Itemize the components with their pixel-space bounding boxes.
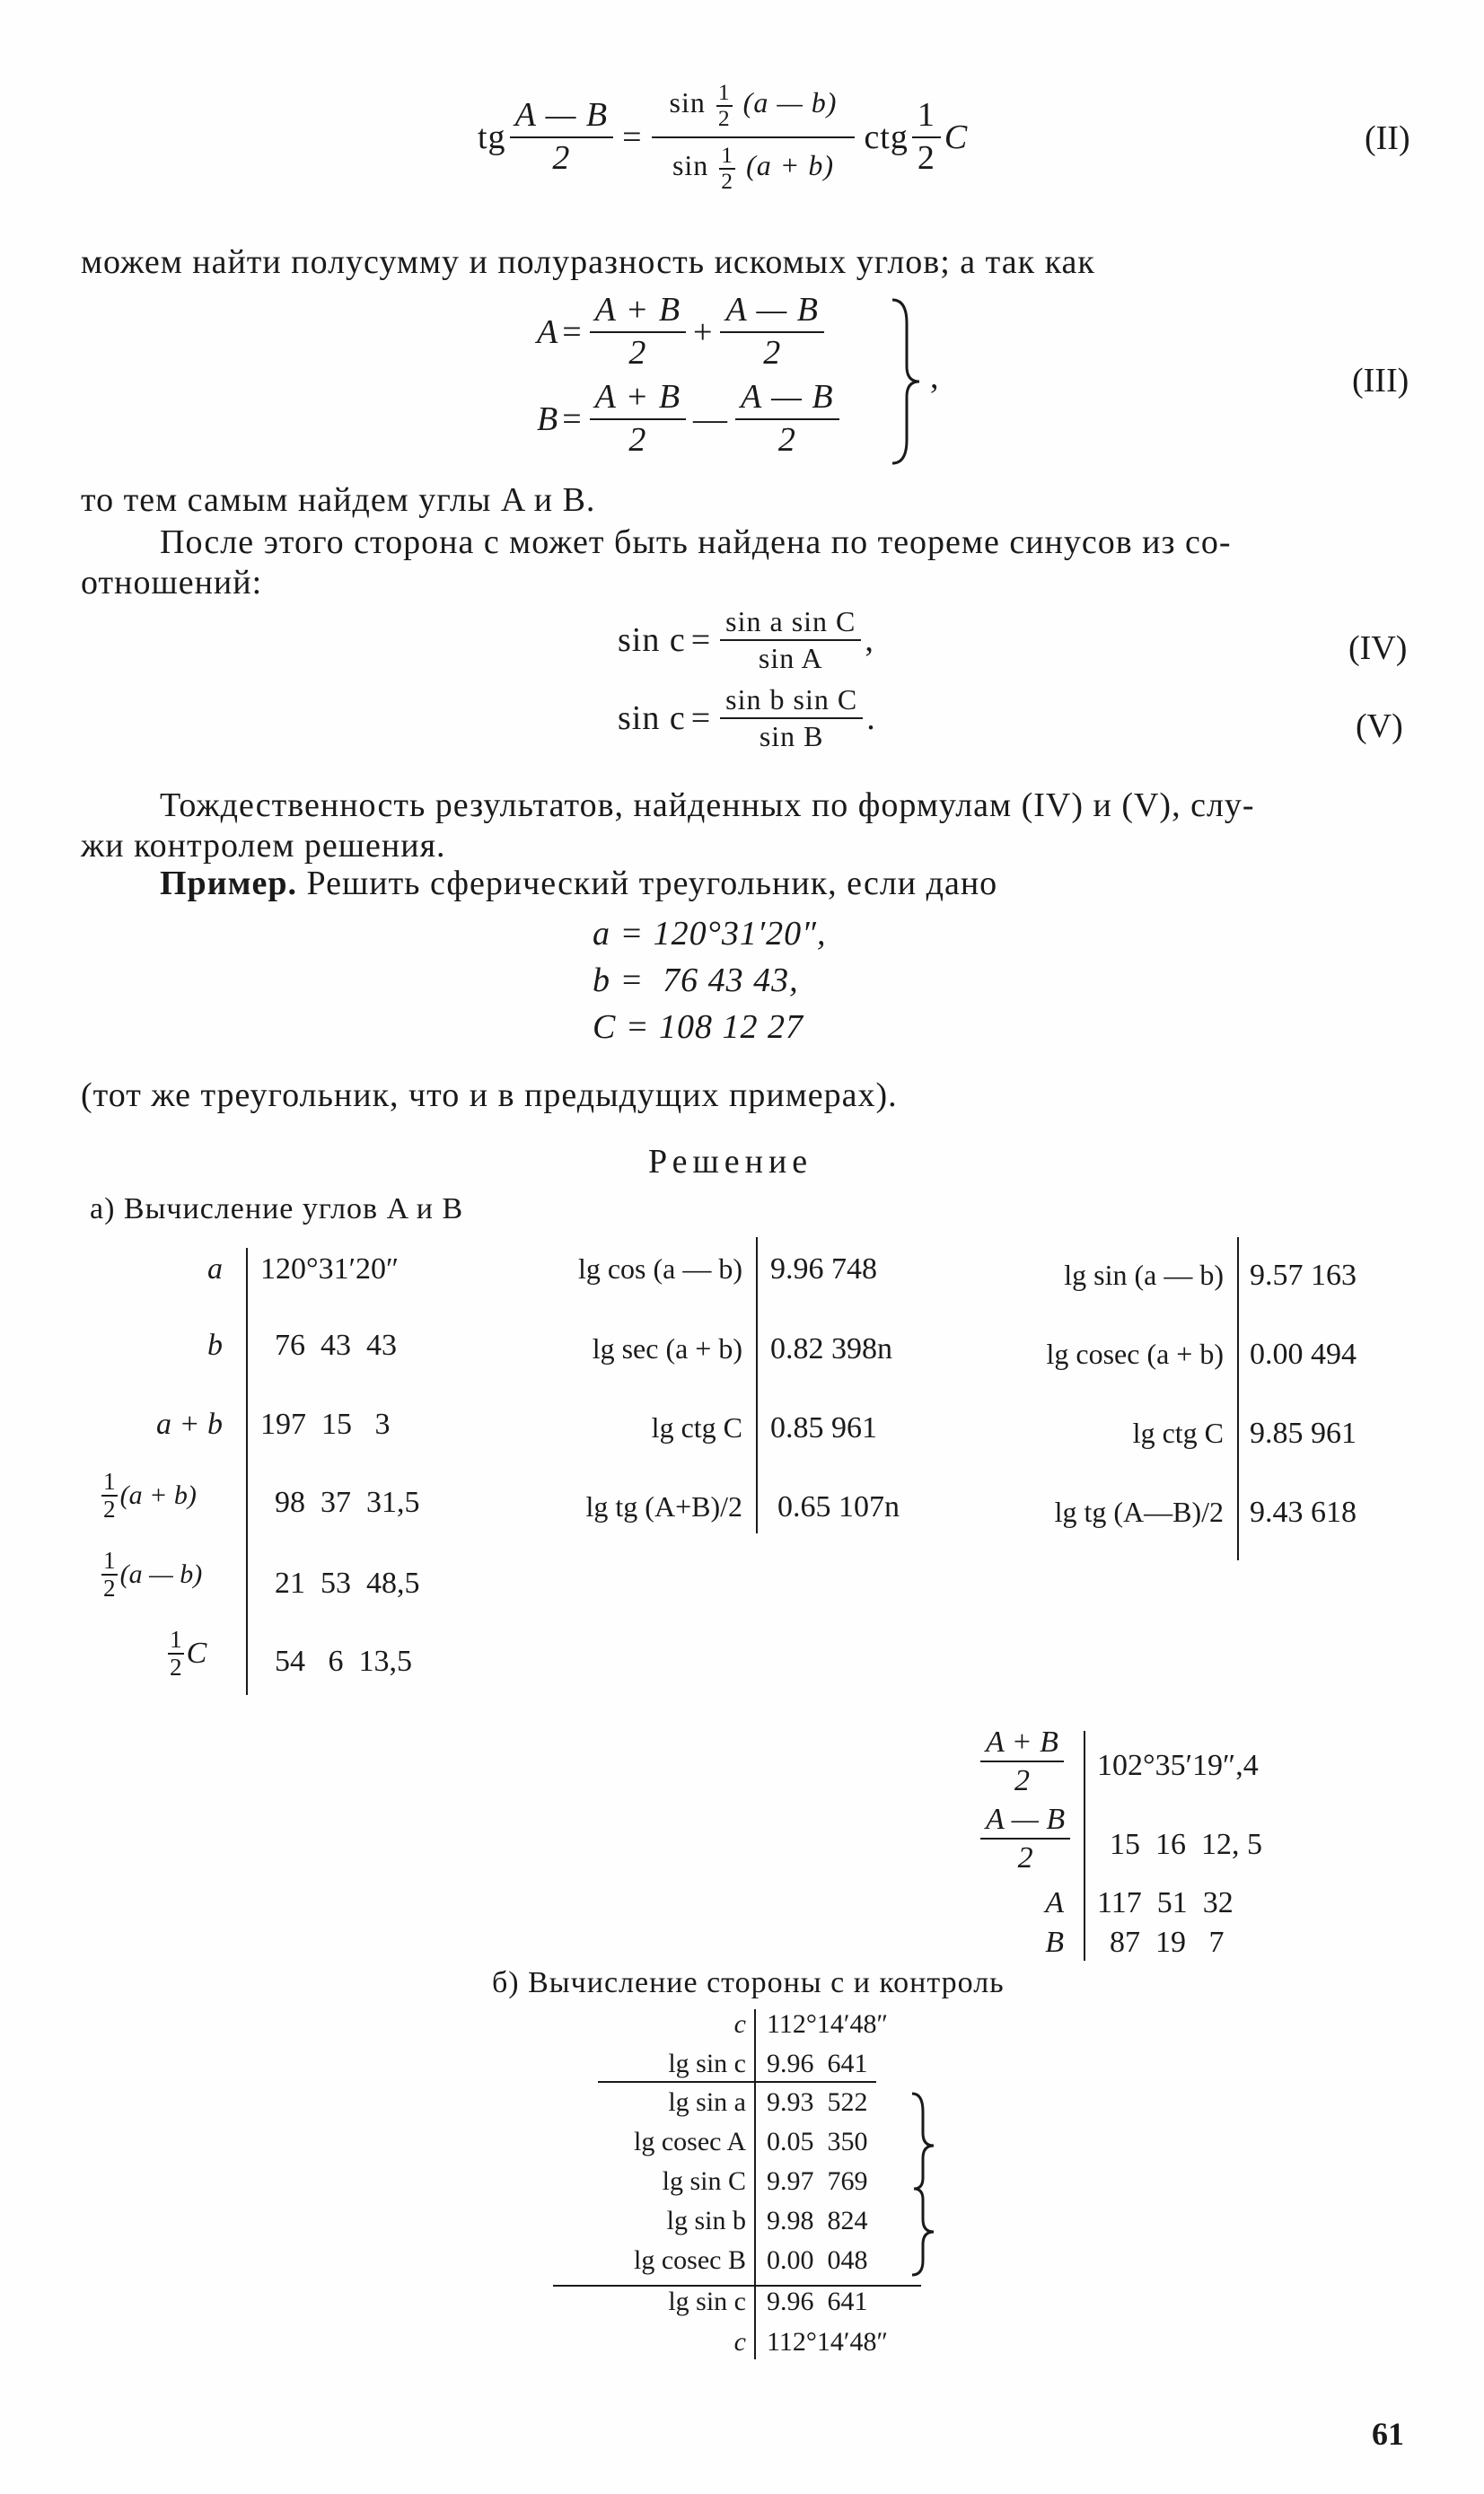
t4-label-0: $\frac{A + B}{2}$ [977, 1726, 1067, 1798]
t1-value-3: 98 37 31,5 [275, 1486, 420, 1519]
t4-value-2: 117 51 32 [1097, 1886, 1234, 1919]
t3-label-2: lg ctg C [1132, 1417, 1224, 1449]
t2-label-3: lg tg (A+B)/2 [585, 1490, 742, 1523]
given-c: C = 108 12 27 [593, 1008, 803, 1046]
page-number: 61 [1372, 2416, 1404, 2452]
solution-heading: Решение [648, 1143, 813, 1181]
t5-label-6: lg cosec B [634, 2245, 746, 2275]
t4-label-1: $\frac{A — B}{2}$ [977, 1803, 1074, 1875]
t2-label-2: lg ctg C [651, 1411, 742, 1444]
formula-III-line1: A = $\frac{A + B}{2}$ + $\frac{A — B}{2}$ [537, 292, 828, 373]
paragraph-3b: отношений: [81, 564, 263, 602]
t5-label-1: lg sin c [668, 2049, 746, 2078]
table3-divider [1237, 1237, 1239, 1560]
t2-value-1: 0.82 398n [770, 1332, 892, 1366]
given-b: b = 76 43 43, [593, 962, 799, 999]
t3-value-1: 0.00 494 [1250, 1338, 1357, 1371]
f2-lhs-func: tg [478, 119, 506, 156]
formula-IV: sin c = $\frac{\text{sin a sin C}}{\text{sin A}}$ , [618, 605, 874, 675]
t1-label-5: $\frac{1}{2}$ C [170, 1626, 207, 1681]
t5-label-7: lg sin c [668, 2287, 746, 2316]
t4-value-3: 87 19 7 [1110, 1926, 1225, 1959]
t3-value-2: 9.85 961 [1250, 1417, 1357, 1450]
t2-value-3: 0.65 107n [777, 1490, 900, 1524]
t5-label-2: lg sin a [668, 2087, 746, 2117]
t1-label-1: b [207, 1329, 223, 1362]
t5-value-5: 9.98 824 [767, 2206, 868, 2235]
paragraph-4a: Тождественность результатов, найденных по формулам (IV) и (V), слу- [160, 786, 1255, 824]
table1-divider [246, 1248, 248, 1695]
table5-divider [754, 2009, 756, 2359]
eq-label-III: (III) [1352, 362, 1409, 400]
brace-III [889, 296, 925, 467]
t3-value-3: 9.43 618 [1250, 1496, 1357, 1529]
t5-value-6: 0.00 048 [767, 2245, 868, 2275]
t1-value-0: 120°31′20″ [260, 1252, 400, 1286]
example-line: Пример. Решить сферический треугольник, если дано [160, 865, 998, 902]
brace-control [909, 2090, 941, 2279]
part-a-heading: а) Вычисление углов A и B [90, 1192, 464, 1225]
t4-label-3: B [1045, 1926, 1064, 1959]
paragraph-3a: После этого сторона c может быть найдена по теореме синусов из со- [160, 523, 1232, 561]
paragraph-2: то тем самым найдем углы A и B. [81, 481, 596, 519]
t5-label-0: c [733, 2009, 746, 2039]
t4-value-1: 15 16 12, 5 [1110, 1828, 1262, 1861]
formula-III-line2: B = $\frac{A + B}{2}$ — $\frac{A — B}{2}$ [537, 379, 843, 460]
t2-value-2: 0.85 961 [770, 1411, 877, 1445]
table4-divider [1084, 1731, 1085, 1961]
t1-label-4: $\frac{1}{2}$ (a — b) [103, 1547, 203, 1602]
table5-rule-1 [598, 2081, 876, 2083]
t5-value-1: 9.96 641 [767, 2049, 868, 2078]
t5-label-3: lg cosec A [634, 2127, 746, 2156]
t3-label-1: lg cosec (a + b) [1046, 1338, 1224, 1370]
t5-value-8: 112°14′48″ [767, 2327, 888, 2357]
formula-V: sin c = $\frac{\text{sin b sin C}}{\text{sin B}}$ . [618, 683, 876, 753]
t1-label-3: $\frac{1}{2}$ (a + b) [103, 1468, 197, 1523]
t5-value-4: 9.97 769 [767, 2166, 868, 2196]
t5-value-3: 0.05 350 [767, 2127, 868, 2156]
t4-label-2: A [1045, 1886, 1064, 1919]
t5-value-0: 112°14′48″ [767, 2009, 888, 2039]
t3-label-3: lg tg (A—B)/2 [1054, 1496, 1224, 1528]
paragraph-4b: жи контролем решения. [81, 827, 446, 865]
t4-value-0: 102°35′19″,4 [1097, 1749, 1259, 1782]
formula-III-comma: , [930, 358, 940, 396]
t2-value-0: 9.96 748 [770, 1252, 877, 1286]
t2-label-0: lg cos (a — b) [577, 1252, 742, 1285]
example-label: Пример. [160, 865, 297, 902]
t1-value-5: 54 6 13,5 [275, 1645, 412, 1678]
table2-divider [756, 1237, 758, 1533]
t5-label-4: lg sin C [662, 2166, 746, 2196]
given-a: a = 120°31′20″, [593, 915, 827, 953]
formula-II: tg $\frac{A — B}{2}$ = sin $\frac{1}{2}$ (a — b) sin $\frac{1}{2}$ (a + b) ctg $\frac{1}{2}$ C [478, 79, 969, 194]
t5-label-5: lg sin b [666, 2206, 746, 2235]
eq-label-II: (II) [1365, 119, 1410, 157]
f2-lhs-frac: $\frac{A — B}{2}$ [510, 97, 614, 178]
t1-value-2: 197 15 3 [260, 1408, 391, 1441]
paragraph-5: (тот же треугольник, что и в предыдущих примерах). [81, 1076, 898, 1114]
t5-label-8: c [733, 2327, 746, 2357]
t3-label-0: lg sin (a — b) [1064, 1259, 1224, 1291]
eq-label-IV: (IV) [1348, 629, 1408, 667]
t1-label-2: a + b [156, 1408, 223, 1441]
paragraph-1: можем найти полусумму и полуразность искомых углов; а так как [81, 243, 1095, 281]
t5-value-2: 9.93 522 [767, 2087, 868, 2117]
eq-label-V: (V) [1356, 707, 1403, 745]
t3-value-0: 9.57 163 [1250, 1259, 1357, 1292]
t2-label-1: lg sec (a + b) [592, 1332, 742, 1365]
t5-value-7: 9.96 641 [767, 2287, 868, 2316]
f2-main-frac: sin $\frac{1}{2}$ (a — b) sin $\frac{1}{2}$ (a + b) [652, 81, 856, 193]
t1-value-4: 21 53 48,5 [275, 1567, 420, 1600]
t1-value-1: 76 43 43 [275, 1329, 397, 1362]
part-b-heading: б) Вычисление стороны c и контроль [492, 1966, 1005, 1999]
t1-label-0: a [207, 1252, 223, 1286]
